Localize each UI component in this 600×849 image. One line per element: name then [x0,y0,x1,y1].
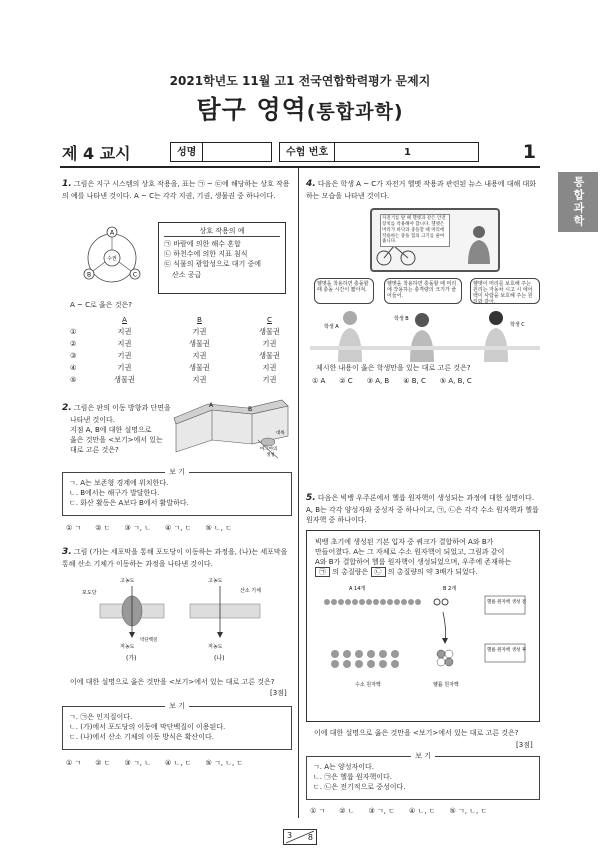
q5-box-line-2: 만들어졌다. A는 그 자체로 수소 원자핵이 되었고, 그림과 같이 [315,548,505,557]
news-tv-screen [370,208,500,272]
protein-label: 막단백질 [140,638,158,643]
page-current: 3 [287,831,293,840]
hydrogen-nucleus [343,650,351,658]
oxygen-label: 산소 기체 [240,588,261,594]
hydrogen-nucleus [331,650,339,658]
hydrogen-nucleus [355,650,363,658]
before-label: 헬륨 원자핵 생성 전 [487,599,527,605]
q3-boki-3: ㄷ. (나)에서 산소 기체의 이동 방식은 확산이다. [69,733,214,742]
q1-col-c: C [266,314,272,324]
column-divider [298,168,299,818]
hydrogen-nucleus [367,660,375,668]
q5-boki-title: 보 기 [411,752,435,760]
nucleon-a [401,599,407,605]
nucleon-a [366,599,372,605]
option-a: 지권 [117,338,132,348]
high-conc-label-b: 고농도 [208,578,223,584]
q5-boki-box [306,752,540,800]
q3-boki-title: 보 기 [165,702,189,710]
low-conc-label-b: 저농도 [208,644,223,650]
option-c: 생물권 [259,350,280,360]
q5-choice-5[interactable]: ⑤ ㄱ, ㄴ, ㄷ [449,807,488,815]
name-box[interactable] [170,142,272,162]
q3-stem [62,546,294,569]
after-label: 헬륨 원자핵 생성 후 [487,647,527,653]
q2-boki-3: ㄷ. 화산 활동은 A보다 B에서 활발하다. [69,499,189,508]
page-total: 8 [307,833,313,843]
example-1: ㉠ 바람에 의한 해수 혼합 [164,240,241,249]
subject-title [0,92,600,128]
option-num[interactable]: ⑤ [70,374,77,384]
q4-choice-3[interactable]: ③ A, B [366,377,390,385]
option-b: 생물권 [189,362,210,372]
helium-nucleon [437,658,445,666]
high-conc-label-a: 고농도 [120,578,135,584]
nucleon-a [324,599,330,605]
nucleon-a [387,599,393,605]
q2-text-2: 나타낸 것이다. [70,416,116,425]
before-particles [324,599,448,605]
low-conc-label-a: 저농도 [120,644,135,650]
helium-nucleon [445,658,453,666]
helium-nucleon [445,650,453,658]
q2-choice-5[interactable]: ⑤ ㄴ, ㄷ [205,524,232,532]
q3-question: 이에 대한 설명으로 옳은 것만을 <보기>에서 있는 대로 고른 것은? [70,678,275,686]
nucleon-a [373,599,379,605]
option-c: 생물권 [259,326,280,336]
option-b: 지권 [192,374,207,384]
option-b: 지권 [192,350,207,360]
q2-text-3: 지점 A, B에 대한 설명으로 [70,426,152,435]
q5-number: 5. [306,493,316,503]
caption-ga: (가) [126,655,137,662]
q5-choices [310,806,501,816]
q4-choice-4[interactable]: ④ B, C [403,377,426,385]
number-value: 1 [404,147,411,158]
q5-box-line-3: A와 B가 결합하여 헬륨 원자핵이 생성되었으며, 우주에 존재하는 [315,558,512,567]
q3-choice-2[interactable]: ② ㄷ [95,759,111,767]
q5-points: [3점] [516,741,533,749]
blank-a: ㉠ [315,567,330,577]
nucleon-a [352,599,358,605]
example-3-cont: 산소 공급 [172,270,202,279]
q4-text: 다음은 학생 A ~ C가 자전거 헬멧 작용과 관련된 뉴스 내용에 대해 대화하는 모습을 나타낸 것이다. [306,180,536,201]
q5-choice-3[interactable]: ③ ㄱ, ㄷ [368,807,396,815]
helium-nucleon [437,650,445,658]
q4-question: 제시한 내용이 옳은 학생만을 있는 대로 고른 것은? [316,364,471,372]
q5-boki-3: ㄷ. ㉡은 전기적으로 중성이다. [313,783,406,792]
q3-text: 그림 (가)는 세포막을 통해 포도당이 이동하는 과정을, (나)는 세포막을 통해 산소 기체가 이동하는 과정을 나타낸 것이다. [62,548,288,569]
q5-choice-4[interactable]: ④ ㄴ, ㄷ [409,807,436,815]
option-a: 기권 [117,362,132,372]
nucleon-a [415,599,421,605]
exam-number-box[interactable] [279,142,479,162]
subject-main: 탐구 영역 [196,95,307,124]
interaction-example-table [158,222,286,294]
option-c: 기권 [262,338,277,348]
session-label: 제 4 교시 [62,144,131,163]
option-a: 기권 [117,350,132,360]
q1-question: A ~ C로 옳은 것은? [70,301,132,309]
bubble-student-b: 헬멧을 착용하면 충돌할 때 머리에 작용하는 충격량의 크기가 줄어들어. [384,278,462,304]
option-num[interactable]: ③ [70,350,77,360]
q2-boki-box [62,468,292,516]
exam-title: 2021학년도 11월 고1 전국연합학력평가 문제지 [169,74,431,88]
q2-text-4: 옳은 것만을 <보기>에서 있는 [70,436,163,445]
diagram-label-c: C [132,271,138,279]
hydrogen-nucleus [391,650,399,658]
cell-membrane-diagram [80,574,280,666]
number-label: 수험 번호 [280,143,335,161]
glucose-label: 포도당 [82,590,97,596]
q4-choices [312,376,486,386]
nucleon-a [394,599,400,605]
q2-boki-2: ㄴ. B에서는 해구가 발달한다. [69,489,160,498]
blank-b: ㉡ [371,567,386,577]
q1-col-a: A [121,314,127,324]
q5-explanation-box [306,530,540,722]
hydrogen-nucleus [331,660,339,668]
nucleon-a [359,599,365,605]
nucleon-b [442,599,448,605]
option-num[interactable]: ② [70,338,77,348]
q2-choice-3[interactable]: ③ ㄱ, ㄴ [124,524,152,532]
student-b-label: 학생 B [394,316,409,322]
q1-answer-table [62,314,304,386]
option-c: 기권 [262,374,277,384]
q3-boki-box [62,702,292,750]
option-c: 지권 [262,362,277,372]
q1-number: 1. [62,179,72,189]
option-b: 생물권 [189,338,210,348]
hydrogen-nucleus [355,660,363,668]
subject-sub: (통합과학) [306,101,404,123]
q2-number: 2. [62,403,72,413]
option-num[interactable]: ① [70,326,77,336]
q3-choice-1[interactable]: ① ㄱ [66,759,82,767]
diagram-label-b: B [86,271,92,279]
q3-choice-5[interactable]: ⑤ ㄱ, ㄴ, ㄷ [205,759,244,767]
earth-system-diagram [72,222,152,298]
helium-label: 헬륨 원자핵 [433,681,459,688]
point-a-label: A [209,402,214,409]
q2-boki-1: ㄱ. A는 보존형 경계에 위치한다. [69,479,169,487]
nucleon-b [434,599,440,605]
q1-option-row[interactable] [62,338,304,350]
q1-option-row[interactable] [62,350,304,362]
q2-choice-1[interactable]: ① ㄱ [66,524,82,532]
page-number: 1 [522,141,536,163]
diagram-hydrosphere: 수권 [107,256,117,262]
q1-option-row[interactable] [62,374,304,386]
q5-boki-1: ㄱ. A는 양성자이다. [313,763,375,771]
q5-stem [306,492,540,525]
page-counter [283,829,317,845]
tv-text: 자전거를 탈 때 헬멧과 같은 안전장치를 착용해야 합니다. 헬멧은 머리가 바닥과 충돌할 때 머리에 작용하는 충돌 힘의 크기를 줄여 줍니다. [380,214,450,247]
hydrogen-nucleus [343,660,351,668]
q2-text-5: 대로 고른 것은? [70,446,119,455]
diagram-label-a: A [109,229,115,237]
hydrogen-nucleus [379,650,387,658]
hydrogen-label: 수소 원자핵 [355,681,381,688]
bubble-student-a: 헬멧을 착용하면 충돌할 때 충돌 시간이 짧아져. [314,278,374,304]
q3-boki-1: ㄱ. ㉠은 인지질이다. [69,713,133,721]
q5-box-line-1: 빅뱅 초기에 생성된 기본 입자 중 쿼크가 결합하여 A와 B가 [315,538,494,546]
q4-number: 4. [306,179,316,189]
q2-choice-4[interactable]: ④ ㄱ, ㄷ [165,524,192,532]
nucleon-a [338,599,344,605]
a14-label: A 14개 [349,585,366,592]
after-particles [331,650,453,668]
q2-text-1: 그림은 판의 이동 방향과 단면을 [73,404,171,412]
q4-choice-5[interactable]: ⑤ A, B, C [439,377,472,385]
example-table-title: 상호 작용의 예 [164,226,280,237]
q1-stem [62,178,294,201]
example-2: ㉡ 하천수에 의한 지표 침식 [164,250,248,259]
q4-choice-2[interactable]: ② C [339,377,353,385]
box-text-d: 의 총질량의 약 3배가 되었다. [387,568,478,577]
students-illustration [310,306,540,362]
q2-boki-title: 보 기 [165,468,189,476]
q5-text: 다음은 빅뱅 우주론에서 헬륨 원자핵이 생성되는 과정에 대한 설명이다. A, B는 각각 양성자와 중성자 중 하나이고, ㉠, ㉡은 각각 수소 원자핵과 헬륨 원자핵 중 하나이다. [306,494,539,525]
option-b: 기권 [192,326,207,336]
q5-choice-1[interactable]: ① ㄱ [310,807,326,815]
student-a-label: 학생 A [324,324,339,330]
bubble-student-c: 헬멧이 머리를 보호해 주는 원리는 자동차 시고 시 에어백이 사람을 보호해 주는 원리와 같아. [470,278,540,304]
header-rule [60,166,540,168]
news-anchor-icon [464,224,494,264]
option-a: 생물권 [114,374,135,384]
q2-stem [62,402,172,456]
hydrogen-nucleus [391,660,399,668]
q2-choices [66,523,246,533]
box-text-b: 의 총질량은 [332,568,369,577]
q4-choice-1[interactable]: ① A [312,377,326,385]
nucleon-a [331,599,337,605]
caption-na: (나) [214,655,225,662]
q1-option-row[interactable] [62,326,304,338]
q5-boki-2: ㄴ. ㉠은 헬륨 원자핵이다. [313,773,392,782]
magma-label: 마그마의 [260,447,278,452]
student-c-label: 학생 C [510,322,525,328]
hydrogen-nucleus [379,660,387,668]
q5-box-line-4 [315,567,531,577]
point-b-label: B [248,406,253,413]
magma-label-2: 생성 [266,453,275,458]
example-3: ㉢ 식물의 광합성으로 대기 중에 [164,260,262,269]
nucleon-a [408,599,414,605]
name-label: 성명 [171,143,203,161]
option-a: 지권 [117,326,132,336]
option-num[interactable]: ④ [70,362,77,372]
plate-boundary-diagram [172,396,292,460]
q3-number: 3. [62,547,72,557]
hydrogen-nucleus [367,650,375,658]
continent-label: 대륙 [276,431,285,436]
nucleus-diagram [315,582,531,694]
q3-boki-2: ㄴ. (가)에서 포도당의 이동에 막단백질이 이용된다. [69,723,226,732]
b2-label: B 2개 [443,585,457,592]
q5-choice-2[interactable]: ② ㄴ [339,807,355,815]
q1-option-row[interactable] [62,362,304,374]
nucleon-a [380,599,386,605]
q3-points: [3점] [270,689,287,697]
q3-choices [66,758,257,768]
q5-question: 이에 대한 설명으로 옳은 것만을 <보기>에서 있는 대로 고른 것은? [314,729,519,737]
subject-side-tab: 통합과학 [558,172,598,232]
q1-col-b: B [196,314,202,324]
q3-choice-3[interactable]: ③ ㄱ, ㄴ [124,759,152,767]
q4-stem [306,178,540,201]
q2-choice-2[interactable]: ② ㄷ [95,524,111,532]
nucleon-a [345,599,351,605]
q1-text: 그림은 지구 시스템의 상호 작용을, 표는 ㉠ ~ ㉢에 해당하는 상호 작용의 예를 나타낸 것이다. A ~ C는 각각 지권, 기권, 생물권 중 하나이다. [62,180,290,201]
q3-choice-4[interactable]: ④ ㄴ, ㄷ [165,759,192,767]
